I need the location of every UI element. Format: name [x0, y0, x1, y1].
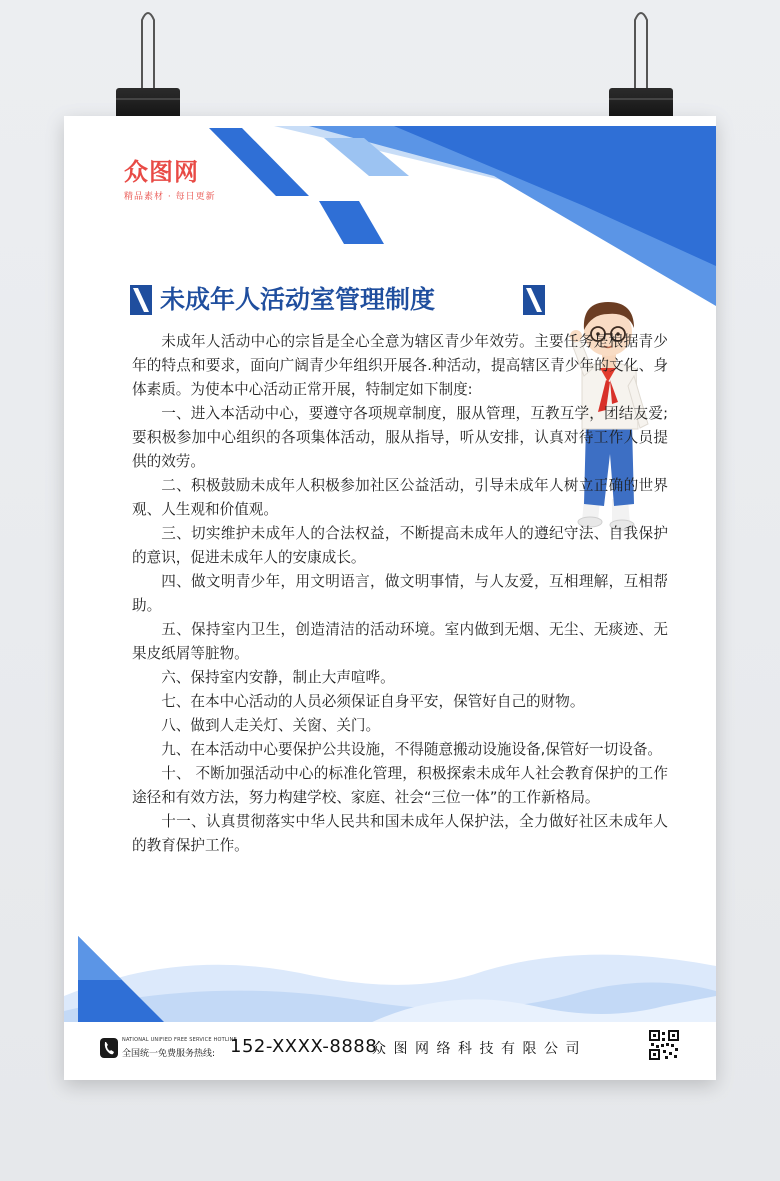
rule-10: 十、 不断加强活动中心的标准化管理，积极探索未成年人社会教育保护的工作途径和有效方法，努力构建学校、家庭、社会“三位一体”的工作新格局。 — [132, 765, 668, 806]
company-name: 众图网络科技有限公司 — [372, 1041, 587, 1057]
footer — [64, 1022, 716, 1080]
qr-code-icon — [649, 1030, 679, 1060]
title-right-marker-icon — [523, 285, 545, 315]
rule-8: 八、做到人走关灯、关窗、关门。 — [161, 717, 381, 734]
logo — [124, 152, 216, 202]
phone-icon — [100, 1038, 118, 1058]
rule-5: 五、保持室内卫生，创造清洁的活动环境。室内做到无烟、无尘、无痰迹、无果皮纸屑等脏物。 — [132, 621, 668, 662]
title-left-marker-icon — [130, 285, 152, 315]
logo-tagline: 精品素材 · 每日更新 — [124, 192, 216, 202]
bottom-decoration — [64, 936, 716, 1026]
poster — [64, 116, 716, 1080]
rule-6: 六、保持室内安静，制止大声喧哗。 — [161, 669, 395, 686]
paragraph-intro: 未成年人活动中心的宗旨是全心全意为辖区青少年效劳。主要任务是根据青少年的特点和要求，面向广阔青少年组织开展各.种活动，提高辖区青少年的文化、身体素质。为使本中心活动正常开展，特制定如下制度: — [132, 333, 668, 398]
rule-1: 一、进入本活动中心，要遵守各项规章制度，服从管理，互教互学，团结友爱;要积极参加中心组织的各项集体活动，服从指导，听从安排，认真对待工作人员提供的效劳。 — [132, 405, 668, 470]
regulations-body — [132, 330, 668, 858]
phone-number: 152-XXXX-8888 — [230, 1036, 378, 1057]
binder-clip-right — [606, 0, 676, 130]
logo-mark: 众图网 — [124, 158, 199, 186]
rule-7: 七、在本中心活动的人员必须保证自身平安，保管好自己的财物。 — [161, 693, 585, 710]
rule-11: 十一、认真贯彻落实中华人民共和国未成年人保护法，全力做好社区未成年人的教育保护工作。 — [132, 813, 668, 854]
rule-4: 四、做文明青少年，用文明语言，做文明事情，与人友爱，互相理解，互相帮助。 — [132, 573, 668, 614]
rule-9: 九、在本活动中心要保护公共设施，不得随意搬动设施设备,保管好一切设备。 — [161, 741, 663, 758]
binder-clip-left — [113, 0, 183, 130]
page-title: 未成年人活动室管理制度 — [160, 285, 436, 314]
hotline-english: NATIONAL UNIFIED FREE SERVICE HOTLINE — [122, 1037, 237, 1043]
rule-2: 二、积极鼓励未成年人积极参加社区公益活动，引导未成年人树立正确的世界观、人生观和价值观。 — [132, 477, 668, 518]
title-block — [130, 282, 550, 318]
rule-3: 三、切实维护未成年人的合法权益，不断提高未成年人的遵纪守法、自我保护的意识，促进未成年人的安康成长。 — [132, 525, 668, 566]
hotline-label: 全国统一免费服务热线: — [122, 1049, 216, 1059]
